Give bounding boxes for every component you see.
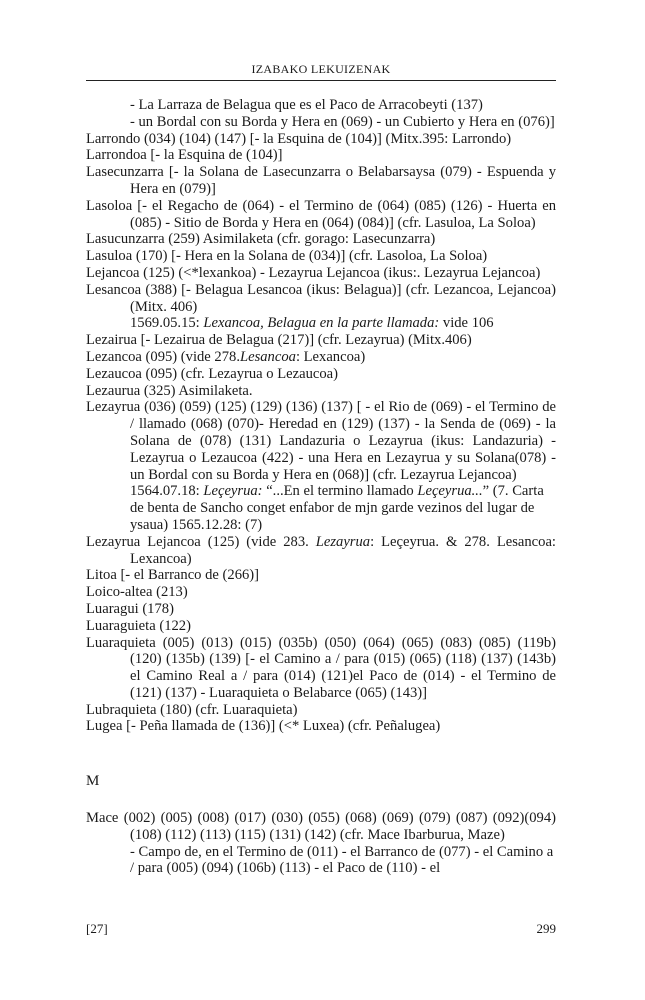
- index-entry: [86, 601, 556, 618]
- footer-section-number: [27]: [86, 921, 108, 936]
- text-fragment: 1564.07.18:: [130, 483, 204, 500]
- text-fragment: Lezayrua (036) (059) (125) (129) (136) (137) [ - el Rio de (069) - el Termino de / llamado (068) (070)- Heredad en (129) (137) - la Senda de (069) - la Solana de (078) (131) Landazuria o Lezayrua (ikus: Landazuria) - Lezayrua o Lezaucoa (422) - una Hera en Lezayrua y su Solana(078) - un Bordal con su Borda y Hera en (068)] (cfr. Lezayrua Lejancoa): [86, 399, 556, 483]
- text-fragment: Luaragui (178): [86, 600, 174, 617]
- text-fragment: vide 106: [439, 315, 494, 332]
- index-entry: [86, 147, 556, 164]
- text-fragment: Larrondoa [- la Esquina de (104)]: [86, 147, 283, 164]
- italic-fragment: Leçeyrua...: [417, 483, 483, 500]
- index-entry: [86, 349, 556, 366]
- text-fragment: Lasoloa [- el Regacho de (064) - el Termino de (064) (085) (126) - Huerta en (085) - Sitio de Borda y Hera en (064) (084)] (cfr. Lasuloa, La Soloa): [86, 197, 556, 231]
- text-fragment: Lejancoa (125) (<*lexankoa) - Lezayrua Lejancoa (ikus:. Lezayrua Lejancoa): [86, 264, 541, 281]
- index-entry: [86, 231, 556, 248]
- text-fragment: Lesancoa (388) [- Belagua Lesancoa (ikus: Belagua)] (cfr. Lezancoa, Lejancoa)(Mitx. 406): [86, 281, 556, 315]
- index-entry: [86, 265, 556, 282]
- index-entry: [86, 718, 556, 735]
- index-entry: [86, 584, 556, 601]
- index-entry: [86, 635, 556, 702]
- italic-fragment: Lesancoa: [239, 348, 296, 365]
- index-entry: [86, 534, 556, 568]
- entry-continuation-line: - La Larraza de Belagua que es el Paco de Arracobeyti (137): [130, 97, 483, 113]
- text-fragment: ” (7. Carta de benta de Sancho conget enfabor de mjn garde vezinos del lugar de ysaua) 1565.12.28: (7): [130, 483, 544, 533]
- italic-fragment: Lexancoa, Belagua en la parte llamada:: [203, 315, 440, 332]
- index-entry: [86, 198, 556, 232]
- index-entry: [86, 399, 556, 483]
- index-entry: [86, 618, 556, 635]
- text-fragment: Litoa [- el Barranco de (266)]: [86, 567, 260, 584]
- text-fragment: Lasuloa (170) [- Hera en la Solana de (034)] (cfr. Lasoloa, La Soloa): [86, 248, 488, 265]
- index-entry: [86, 366, 556, 383]
- index-entry: [86, 702, 556, 719]
- text-fragment: “...En el termino llamado: [262, 483, 418, 500]
- entry-citation: [86, 844, 556, 878]
- running-header: IZABAKO LEKUIZENAK: [251, 62, 391, 76]
- text-fragment: Larrondo (034) (104) (147) [- la Esquina de (104)] (Mitx.395: Larrondo): [86, 130, 512, 147]
- text-fragment: : Leçeyrua. & 278. Lesancoa: Lexancoa): [130, 533, 556, 567]
- index-entry: [86, 164, 556, 198]
- entry-citation: [86, 315, 556, 332]
- text-fragment: Luaraguieta (122): [86, 617, 191, 634]
- entries-list: [86, 97, 556, 735]
- text-fragment: Lezancoa (095) (vide 278.: [86, 348, 240, 365]
- index-entry: [86, 332, 556, 349]
- header-rule: [86, 80, 556, 81]
- index-entry: [86, 810, 556, 844]
- text-fragment: Lubraquieta (180) (cfr. Luaraquieta): [86, 701, 298, 718]
- section-letter: M: [86, 773, 100, 790]
- text-fragment: Lasucunzarra (259) Asimilaketa (cfr. gorago: Lasecunzarra): [86, 231, 436, 248]
- text-fragment: Loico-altea (213): [86, 584, 188, 601]
- text-fragment: Lugea [- Peña llamada de (136)] (<* Luxea) (cfr. Peñalugea): [86, 718, 441, 735]
- index-body: [86, 97, 556, 877]
- footer-page-number: 299: [536, 921, 556, 936]
- entries-list-m: [86, 810, 556, 877]
- text-fragment: Lezaurua (325) Asimilaketa.: [86, 382, 253, 399]
- text-fragment: Luaraquieta (005) (013) (015) (035b) (050) (064) (065) (083) (085) (119b) (120) (135b) (139) [- el Camino a / para (015) (065) (118) (137) (143b) el Camino Real a / para (014) (121)el Paco de (014) - el Termino de (121) (137) - Luaraquieta o Belabarce (065) (143)]: [86, 634, 556, 701]
- italic-fragment: Lezayrua: [315, 533, 371, 550]
- index-entry: [86, 383, 556, 400]
- entry-continuation-line: - un Bordal con su Borda y Hera en (069) - un Cubierto y Hera en (076)]: [130, 113, 555, 130]
- index-entry: [86, 567, 556, 584]
- index-entry: [86, 131, 556, 148]
- text-fragment: : Lexancoa): [295, 348, 366, 365]
- text-fragment: Lasecunzarra [- la Solana de Lasecunzarra o Belabarsaysa (079) - Espuenda y Hera en (079)]: [86, 164, 556, 197]
- text-fragment: Lezayrua Lejancoa (125) (vide 283.: [86, 533, 316, 550]
- text-fragment: Lezairua [- Lezairua de Belagua (217)] (cfr. Lezayrua) (Mitx.406): [86, 332, 472, 349]
- text-fragment: - Campo de, en el Termino de (011) - el Barranco de (077) - el Camino a / para (005) (094) (106b) (113) - el Paco de (110) - el: [130, 843, 554, 877]
- text-fragment: Lezaucoa (095) (cfr. Lezayrua o Lezaucoa): [86, 365, 338, 382]
- text-fragment: 1569.05.15:: [130, 315, 204, 332]
- index-entry: [86, 248, 556, 265]
- italic-fragment: Leçeyrua:: [203, 483, 263, 500]
- index-entry: [86, 282, 556, 316]
- entry-citation: [86, 483, 556, 533]
- text-fragment: Mace (002) (005) (008) (017) (030) (055) (068) (069) (079) (087) (092)(094) (108) (112) (113) (115) (131) (142) (cfr. Mace Ibarburua, Maze): [86, 810, 556, 843]
